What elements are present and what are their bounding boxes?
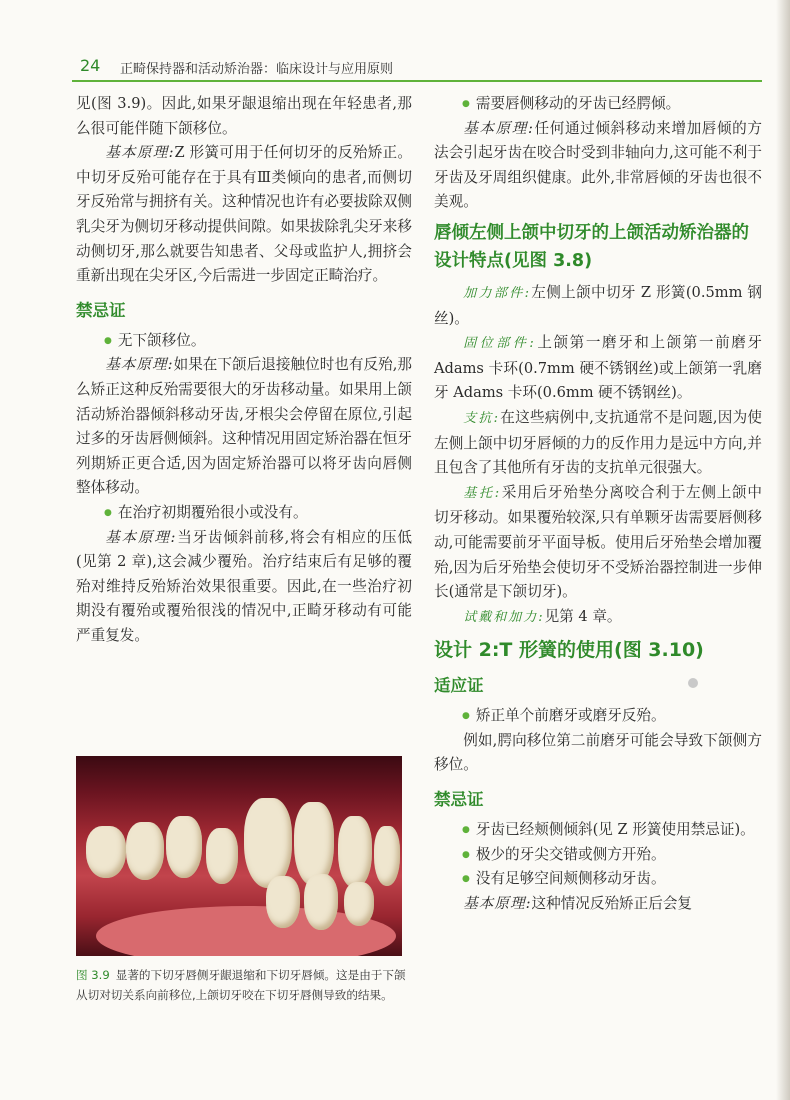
- paragraph: [434, 605, 762, 631]
- right-column: [434, 92, 762, 916]
- paragraph: 见(图 3.9)。因此,如果牙龈退缩出现在年轻患者,那么很可能伴随下颌移位。: [76, 95, 412, 137]
- paragraph-text: 殆矫正。中切牙反殆可能存在于具有Ⅲ类倾向的患者,而侧切牙反殆常与拥挤有关。这种情况也许有必要拔除双侧乳尖牙为侧切牙移动提供间隙。如果拔除乳尖牙来移动侧切牙,那么就要告知患者、父母或监护人,拥挤会重新出现在尖牙区,今后需进一步固定正畸治疗。: [76, 144, 412, 285]
- paragraph-text: 见第 4 章。: [544, 607, 622, 625]
- tooth: [374, 826, 400, 886]
- paragraph-text: 这种情况反殆矫正后会复: [531, 894, 693, 912]
- bullet-item: ● 矫正单个前磨牙或磨牙反殆。: [434, 704, 762, 729]
- left-column: [76, 92, 412, 648]
- page-edge-shadow: [776, 0, 790, 1100]
- paragraph-text: 在这些病例中,支抗通常不是问题,因为使左侧上颌中切牙唇倾的力的反作用力是远中方向,并且包含了其他所有牙齿的支抗单元很强大。: [434, 408, 763, 477]
- tooth: [86, 826, 126, 878]
- figure-photo-teeth: [76, 756, 402, 956]
- paragraph: [434, 892, 762, 917]
- caption-text: 显著的下切牙唇侧牙龈退缩和下切牙唇倾。这是由于下颌从切对切关系向前移位,上颌切牙咬在下切牙唇侧导致的结果。: [76, 968, 406, 1002]
- keyword: 基托:: [463, 485, 502, 501]
- keyword: 固位部件:: [463, 336, 536, 352]
- paragraph: [76, 526, 412, 649]
- keyword: 加力部件:: [463, 285, 531, 301]
- paragraph: [76, 353, 412, 501]
- section-heading-design-2: 设计 2:T 形簧的使用(图 3.10): [434, 639, 704, 662]
- paragraph-text: 任何通过倾斜移动来增加唇倾的方法会引起牙齿在咬合时受到非轴向力,这可能不利于牙齿及牙周组织健康。此外,非常唇倾的牙齿也很不美观。: [434, 119, 762, 211]
- tooth: [166, 816, 202, 878]
- figure-caption: [76, 966, 406, 1005]
- paragraph-text: 上颌第一磨牙和上颌第一前磨牙 Adams 卡环(0.7mm 硬不锈钢丝)或上颌第一乳磨牙 Adams 卡环(0.6mm 硬不锈钢丝)。: [434, 334, 762, 402]
- section-heading-indications: 适应证: [434, 676, 484, 696]
- section-heading-design-features: 唇倾左侧上颌中切牙的上颌活动矫治器的设计特点(见图 3.8): [434, 222, 749, 271]
- keyword: 基本原理:: [105, 528, 177, 546]
- paragraph: [434, 281, 762, 331]
- paragraph: [434, 481, 762, 605]
- bullet-item: ● 需要唇侧移动的牙齿已经腭倾。: [434, 92, 762, 117]
- keyword: 基本原理:: [463, 894, 532, 912]
- figure-label: 图 3.9: [76, 968, 110, 982]
- paragraph-text: 左侧上颌中切牙 Z 形簧(0.5mm 钢丝)。: [434, 283, 762, 327]
- bullet-item: ● 无下颌移位。: [76, 329, 412, 354]
- bullet-item: ● 没有足够空间颊侧移动牙齿。: [434, 867, 762, 892]
- keyword: 基本原理:: [105, 356, 174, 374]
- bullet-item: ● 极少的牙尖交错或侧方开殆。: [434, 843, 762, 868]
- section-heading-contraindications: 禁忌证: [434, 790, 484, 810]
- smudge-mark: [688, 678, 698, 688]
- paragraph: [76, 141, 412, 289]
- keyword: 支抗:: [463, 410, 501, 426]
- bullet-item: ● 牙齿已经颊侧倾斜(见 Z 形簧使用禁忌证)。: [434, 818, 762, 843]
- keyword: 基本原理:: [463, 119, 534, 137]
- tooth: [338, 816, 372, 888]
- tooth: [344, 882, 374, 926]
- paragraph: [434, 117, 762, 215]
- tooth: [304, 874, 338, 930]
- paragraph: 例如,腭向移位第二前磨牙可能会导致下颌侧方移位。: [434, 731, 762, 774]
- keyword: 基本原理:: [105, 144, 175, 162]
- tooth: [244, 798, 292, 888]
- paragraph-text: 采用后牙殆垫分离咬合利于左侧上颌中切牙移动。如果覆殆较深,只有单颗牙齿需要唇侧移动,可能需要前牙平面导板。使用后牙殆垫会增加覆殆,因为后牙殆垫会使切牙不受矫治器控制进一步伸长(通常是下颌切牙)。: [434, 483, 762, 601]
- tooth: [266, 876, 300, 928]
- tooth: [126, 822, 164, 880]
- paragraph: [434, 331, 762, 406]
- paragraph-text: Z 形簧可用于任何切牙的反: [174, 144, 353, 162]
- page-number: 24: [80, 56, 101, 75]
- tooth: [206, 828, 238, 884]
- tooth: [294, 802, 334, 886]
- running-header: [72, 58, 762, 82]
- paragraph-text: 当牙齿倾斜前移,将会有相应的压低(见第 2 章),这会减少覆殆。治疗结束后有足够的覆殆对维持反殆矫治效果很重要。因此,在一些治疗初期没有覆殆或覆殆很浅的情况中,正畸牙移动有可能严重复发。: [76, 528, 413, 644]
- running-title: 正畸保持器和活动矫治器：临床设计与应用原则: [120, 62, 394, 77]
- keyword: 试戴和加力:: [463, 609, 545, 625]
- paragraph: [434, 406, 762, 481]
- bullet-item: ● 在治疗初期覆殆很小或没有。: [76, 501, 412, 526]
- paragraph-text: 如果在下颌后退接触位时也有反殆,那么矫正这种反殆需要很大的牙齿移动量。如果用上颌活动矫治器倾斜移动牙齿,牙根尖会停留在原位,引起过多的牙齿唇侧倾斜。这种情况用固定矫治器在恒牙列期矫正更合适,因为固定矫治器可以将牙齿向唇侧整体移动。: [76, 356, 413, 497]
- section-heading-contraindications: 禁忌证: [76, 300, 126, 320]
